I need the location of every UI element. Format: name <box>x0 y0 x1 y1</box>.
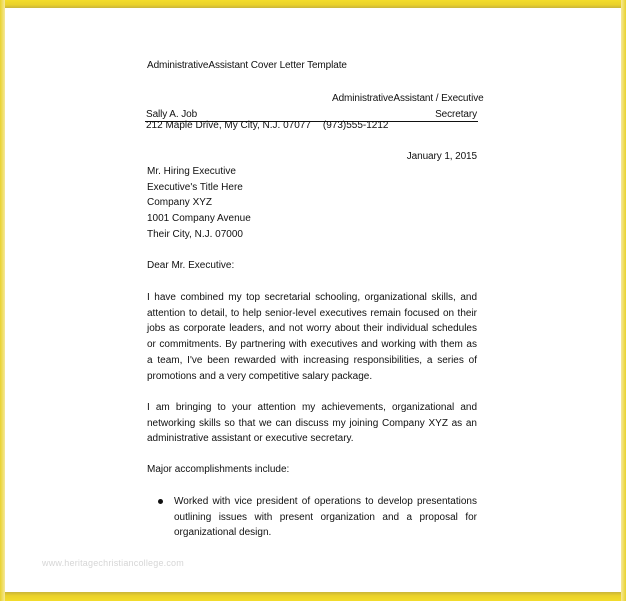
list-item-text: Worked with vice president of operations to develop presentations outlining issues with present organization and a proposal for organizational design. <box>174 496 477 539</box>
body-paragraph-2: I am bringing to your attention my achievements, organizational and networking skills so that we can discuss my joining Company XYZ as an administrative assistant or executive secretary. <box>147 402 477 445</box>
bullet-icon <box>158 499 163 504</box>
sender-phone: (973)555-1212 <box>322 120 389 131</box>
sender-contact-line <box>146 118 389 134</box>
document-title: AdministrativeAssistant Cover Letter Template <box>147 60 347 71</box>
accomplishments-list <box>158 494 477 541</box>
frame-left-border <box>0 0 5 601</box>
document-page <box>6 8 620 592</box>
recipient-address-block <box>147 164 251 243</box>
recipient-city: Their City, N.J. 07000 <box>147 228 243 240</box>
watermark-text: www.heritagechristiancollege.com <box>42 558 184 568</box>
accomplishments-intro: Major accomplishments include: <box>147 464 290 475</box>
position-title-line2: Secretary <box>435 109 477 120</box>
frame-top-border <box>0 0 626 8</box>
frame-bottom-border <box>0 592 626 601</box>
recipient-company: Company XYZ <box>147 197 213 209</box>
sender-address: 212 Maple Drive, My City, N.J. 07077 <box>146 120 311 131</box>
letter-date: January 1, 2015 <box>406 151 477 162</box>
salutation: Dear Mr. Executive: <box>147 260 235 271</box>
recipient-title: Executive's Title Here <box>147 181 243 193</box>
list-item <box>158 494 477 541</box>
body-paragraph-1: I have combined my top secretarial schooling, organizational skills, and attention to detail, to help senior-level executives remain focused on their jobs as corporate leaders, and not worry about their individual schedules or commitments. By partnering with executives and working with them as a team, I've been rewarded with increasing responsibilities, a series of promotions and a very competitive salary package. <box>147 292 477 382</box>
recipient-name: Mr. Hiring Executive <box>147 166 236 177</box>
frame-right-border <box>621 0 626 601</box>
recipient-street: 1001 Company Avenue <box>147 213 251 225</box>
position-title-line1: AdministrativeAssistant / Executive <box>332 93 484 104</box>
sender-name: Sally A. Job <box>146 109 198 120</box>
